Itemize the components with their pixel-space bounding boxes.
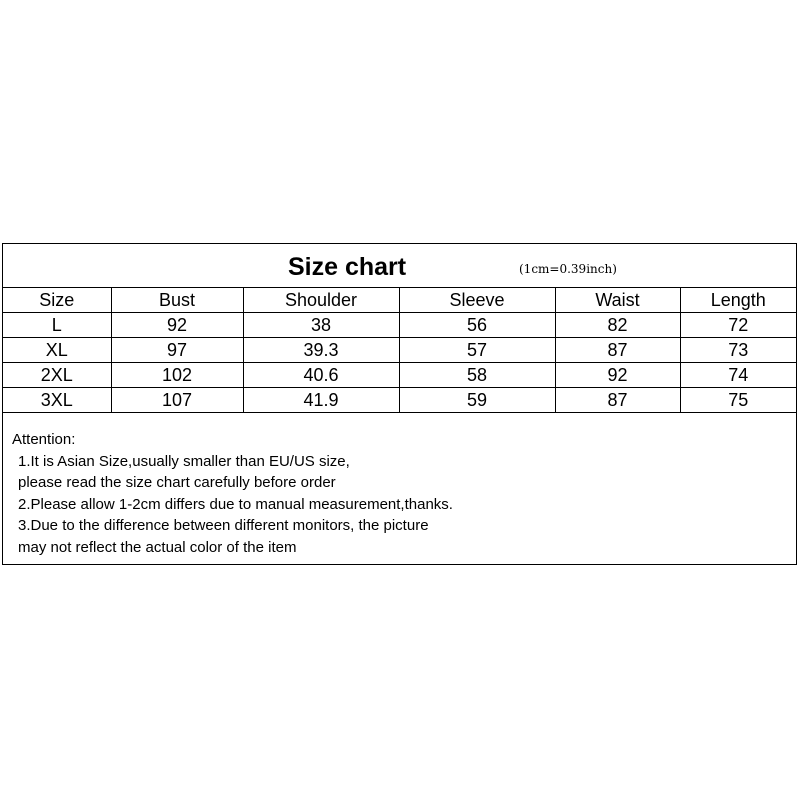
cell-bust: 107 — [111, 388, 243, 413]
column-header-bust: Bust — [111, 288, 243, 313]
cell-length: 75 — [680, 388, 796, 413]
attention-line: may not reflect the actual color of the item — [18, 538, 297, 556]
unit-conversion-note: (1cm=0.39inch) — [519, 262, 617, 276]
cell-shoulder: 41.9 — [243, 388, 399, 413]
column-header-length: Length — [680, 288, 796, 313]
column-header-waist: Waist — [555, 288, 680, 313]
attention-line: please read the size chart carefully before order — [18, 474, 336, 491]
cell-bust: 97 — [111, 338, 243, 363]
cell-sleeve: 57 — [399, 338, 555, 363]
cell-waist: 87 — [555, 338, 680, 363]
size-table — [3, 288, 796, 413]
cell-shoulder: 40.6 — [243, 363, 399, 388]
cell-shoulder: 38 — [243, 313, 399, 338]
cell-waist: 82 — [555, 313, 680, 338]
cell-shoulder: 39.3 — [243, 338, 399, 363]
table-header-row — [3, 288, 796, 313]
cell-bust: 92 — [111, 313, 243, 338]
cell-size: XL — [3, 338, 111, 363]
title-row — [3, 244, 796, 288]
size-chart — [2, 243, 797, 565]
attention-line: 3.Due to the difference between different monitors, the picture — [18, 517, 429, 534]
cell-length: 72 — [680, 313, 796, 338]
cell-bust: 102 — [111, 363, 243, 388]
cell-sleeve: 58 — [399, 363, 555, 388]
cell-sleeve: 56 — [399, 313, 555, 338]
attention-line: 1.It is Asian Size,usually smaller than EU/US size, — [18, 452, 350, 470]
cell-length: 74 — [680, 363, 796, 388]
attention-heading: Attention: — [12, 431, 76, 448]
cell-size: L — [3, 313, 111, 338]
cell-size: 2XL — [3, 363, 111, 388]
attention-notes — [12, 429, 453, 558]
column-header-shoulder: Shoulder — [243, 288, 399, 313]
cell-waist: 87 — [555, 388, 680, 413]
table-row — [3, 313, 796, 338]
cell-length: 73 — [680, 338, 796, 363]
cell-size: 3XL — [3, 388, 111, 413]
attention-line: 2.Please allow 1-2cm differs due to manual measurement,thanks. — [18, 495, 453, 513]
cell-sleeve: 59 — [399, 388, 555, 413]
column-header-size: Size — [3, 288, 111, 313]
column-header-sleeve: Sleeve — [399, 288, 555, 313]
table-row — [3, 388, 796, 413]
chart-title: Size chart — [288, 253, 407, 281]
cell-waist: 92 — [555, 363, 680, 388]
table-row — [3, 338, 796, 363]
table-row — [3, 363, 796, 388]
